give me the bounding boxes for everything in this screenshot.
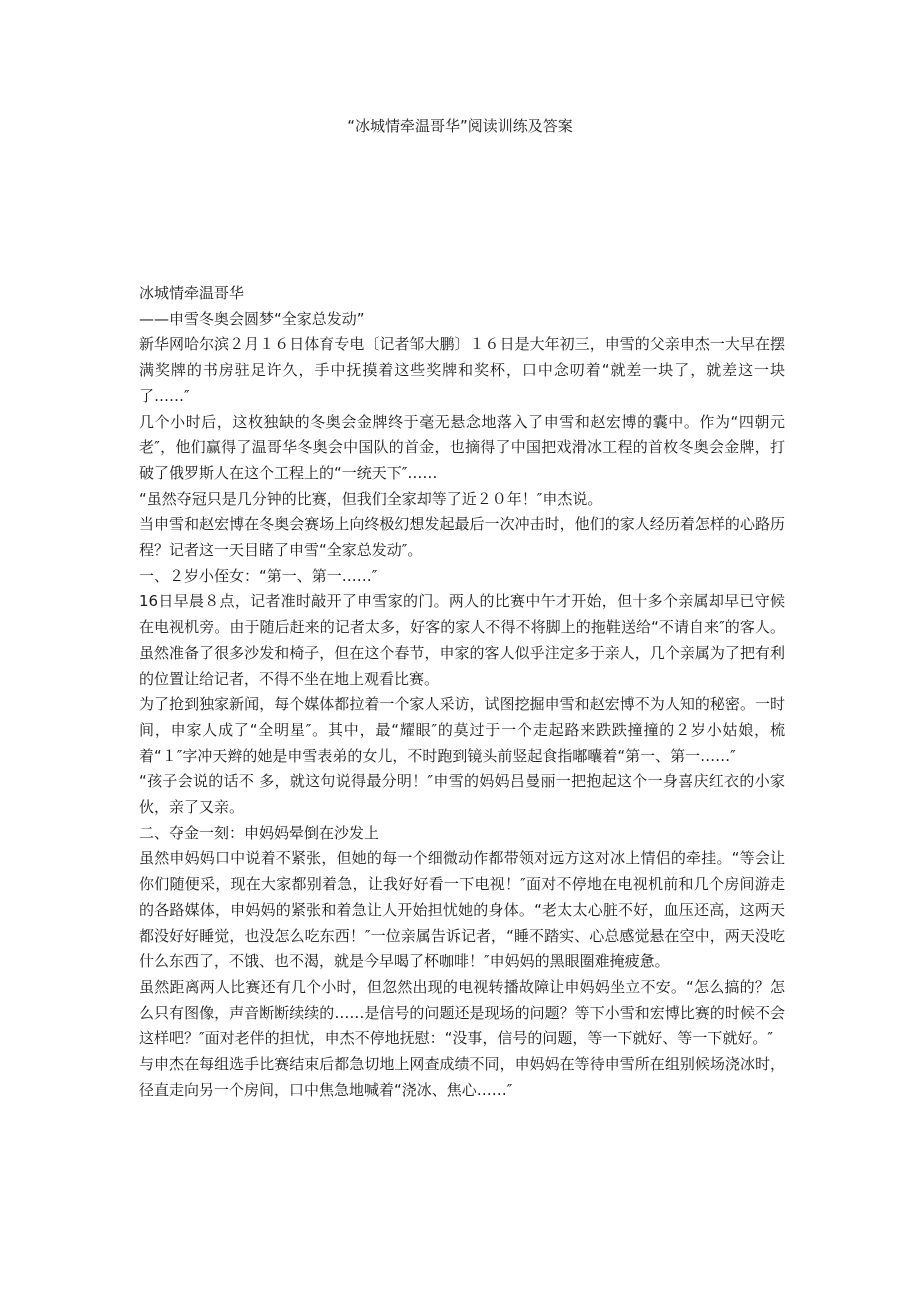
paragraph: “虽然夺冠只是几分钟的比赛，但我们全家却等了近２０年！″申杰说。 <box>139 489 603 508</box>
paragraph: “孩子会说的话不 多，就这句说得最分明！″申雪的妈妈吕曼丽一把抱起这个一身喜庆红衣的小家伙，亲了又亲。 <box>139 772 785 817</box>
document-body <box>139 281 785 1104</box>
section-heading: 二、夺金一刻：申妈妈晕倒在沙发上 <box>139 823 380 842</box>
paragraph: 几个小时后，这枚独缺的冬奥会金牌终于毫无悬念地落入了申雪和赵宏博的囊中。作为“四朝元老″，他们赢得了温哥华冬奥会中国队的首金，也摘得了中国把戏滑冰工程的首枚冬奥会金牌，打破了俄罗斯人在这个工程上的“一统天下″…… <box>139 412 785 482</box>
paragraph: 虽然距离两人比赛还有几个小时，但忽然出现的电视转播故障让申妈妈坐立不安。“怎么搞的？怎么只有图像，声音断断续续的……是信号的问题还是现场的问题？等下小雪和宏博比赛的时候不会这样吧？″面对老伴的担忧，申杰不停地抚慰：“没事，信号的问题，等一下就好、等一下就好。″ <box>139 977 785 1048</box>
section-heading: 一、２岁小侄女：“第一、第一……″ <box>139 566 378 585</box>
paragraph: 16日早晨８点，记者准时敲开了申雪家的门。两人的比赛中午才开始，但十多个亲属却早已守候在电视机旁。由于随后赶来的记者太多，好客的家人不得不将脚上的拖鞋送给“不请自来″的客人。虽然准备了很多沙发和椅子，但在这个春节，申家的客人似乎注定多于亲人，几个亲属为了把有利的位置让给记者，不得不坐在地上观看比赛。 <box>139 592 785 688</box>
paragraph: 新华网哈尔滨２月１６日体育专电〔记者邹大鹏〕１６日是大年初三，申雪的父亲申杰一大早在摆满奖牌的书房驻足许久，手中抚摸着这些奖牌和奖杯，口中念叨着“就差一块了，就差这一块了……″ <box>139 335 785 405</box>
article-heading: 冰城情牵温哥华 <box>139 284 245 302</box>
paragraph: 当申雪和赵宏博在冬奥会赛场上向终极幻想发起最后一次冲击时，他们的家人经历着怎样的心路历程？记者这一天目睹了申雪“全家总发动″。 <box>139 515 785 560</box>
article-subheading: ——申雪冬奥会圆梦“全家总发动” <box>139 309 365 328</box>
paragraph: 为了抢到独家新闻，每个媒体都拉着一个家人采访，试图挖掘申雪和赵宏博不为人知的秘密。一时间，申家人成了“全明星″。其中，最“耀眼″的莫过于一个走起路来跌跌撞撞的２岁小姑娘，梳着“１″字冲天辫的她是申雪表弟的女儿，不时跑到镜头前竖起食指嘟囔着“第一、第一……″ <box>139 695 785 765</box>
paragraph: 与申杰在每组选手比赛结束后都急切地上网查成绩不同，申妈妈在等待申雪所在组别候场浇冰时，径直走向另一个房间，口中焦急地喊着“浇冰、焦心……″ <box>139 1055 785 1099</box>
paragraph: 虽然申妈妈口中说着不紧张，但她的每一个细微动作都带领对远方这对冰上情侣的牵挂。“等会让你们随便采，现在大家都别着急，让我好好看一下电视！″面对不停地在电视机前和几个房间游走的各路媒体，申妈妈的紧张和着急让人开始担忧她的身体。“老太太心脏不好，血压还高，这两天都没好好睡觉，也没怎么吃东西！″一位亲属告诉记者，“睡不踏实、心总感觉悬在空中，两天没吃什么东西了，不饿、也不渴，就是今早喝了杯咖啡！″申妈妈的黑眼圈难掩疲惫。 <box>139 849 785 971</box>
document-title: “冰城情牵温哥华”阅读训练及答案 <box>347 117 573 135</box>
